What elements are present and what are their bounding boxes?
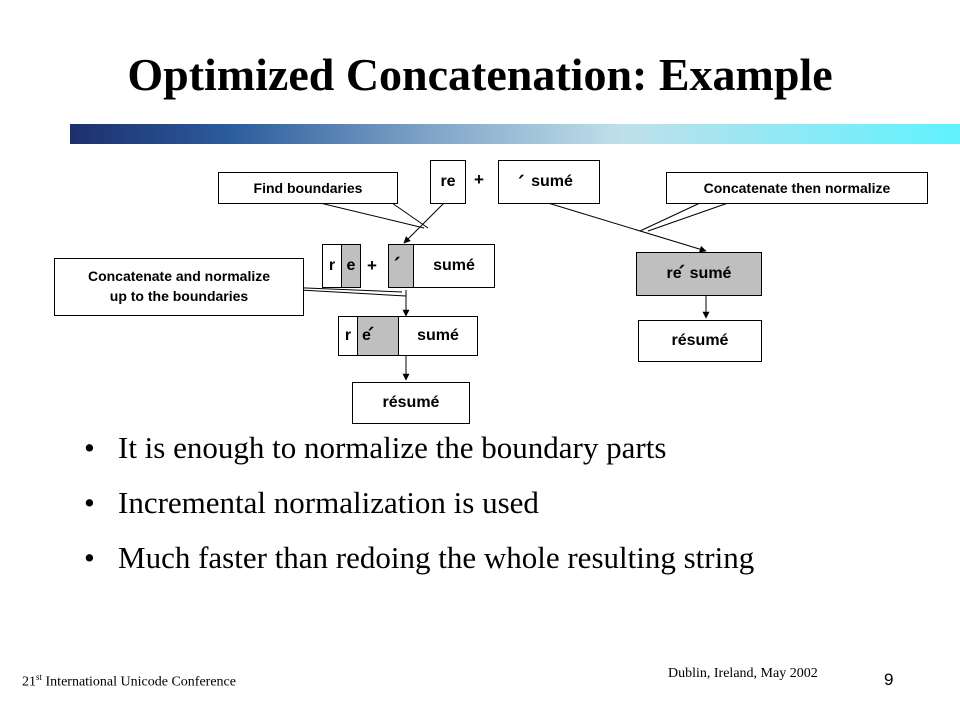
callout-pointer xyxy=(640,203,700,231)
callout-find-boundaries xyxy=(218,172,398,204)
alt-left-text: re xyxy=(666,265,682,282)
alt-box xyxy=(636,252,762,296)
bullet-dot-icon: • xyxy=(84,430,95,465)
result-right-text: résumé xyxy=(671,332,729,349)
step2-e-text: e xyxy=(346,257,356,274)
step2-right-box xyxy=(413,244,495,288)
step3-e-mark-box xyxy=(357,316,399,356)
callout-pointer xyxy=(648,203,728,231)
top-left-box xyxy=(430,160,466,204)
top-right-box xyxy=(498,160,600,204)
top-right-text: sumé xyxy=(531,173,573,190)
arrow-top-to-alt xyxy=(548,203,706,251)
arrow-top-to-step2 xyxy=(404,203,444,243)
top-plus: + xyxy=(474,170,484,189)
footer-location: Dublin, Ireland, May 2002 xyxy=(668,666,818,681)
step2-r-text: r xyxy=(328,257,336,274)
footer-conf-num: 21 xyxy=(22,674,36,690)
bullet-item xyxy=(84,485,878,520)
callout-line1: Concatenate and normalize xyxy=(87,268,271,284)
bullet-text: Incremental normalization is used xyxy=(118,485,539,520)
top-left-text: re xyxy=(440,173,456,190)
alt-right-text: sumé xyxy=(689,265,732,282)
step3-r-text: r xyxy=(344,327,352,344)
result-left-box xyxy=(352,382,470,424)
callout-concat-and-normalize xyxy=(54,258,304,316)
step2-plus: + xyxy=(367,256,377,275)
footer-conference xyxy=(22,672,236,691)
step3-right-text: sumé xyxy=(417,327,459,344)
bullet-text: It is enough to normalize the boundary parts xyxy=(118,430,667,465)
slide-title: Optimized Concatenation: Example xyxy=(127,49,833,100)
footer-conf-rest: International Unicode Conference xyxy=(42,674,236,690)
bullet-list xyxy=(84,430,878,595)
callout-concat-then-normalize xyxy=(666,172,928,204)
bullet-dot-icon: • xyxy=(84,540,95,575)
bullet-item xyxy=(84,540,878,575)
page-number: 9 xyxy=(884,670,894,689)
step2-e-box xyxy=(341,244,361,288)
step3-r-box xyxy=(338,316,358,356)
bullet-text: Much faster than redoing the whole resulting string xyxy=(118,540,755,575)
step2-mark-box xyxy=(388,244,414,288)
callout-line2: up to the boundaries xyxy=(109,288,249,304)
footer-conf-sup: st xyxy=(36,672,43,682)
callout-concat-then-normalize-text: Concatenate then normalize xyxy=(703,180,891,196)
step2-r-box xyxy=(322,244,342,288)
bullet-dot-icon: • xyxy=(84,485,95,520)
callout-pointer xyxy=(300,290,406,296)
result-left-text: résumé xyxy=(382,394,440,411)
step3-right-box xyxy=(398,316,478,356)
step3-e-text: e xyxy=(362,327,371,344)
bullet-item xyxy=(84,430,878,465)
result-right-box xyxy=(638,320,762,362)
step2-right-text: sumé xyxy=(433,257,475,274)
callout-pointer xyxy=(320,203,424,228)
callout-find-boundaries-text: Find boundaries xyxy=(253,180,363,196)
